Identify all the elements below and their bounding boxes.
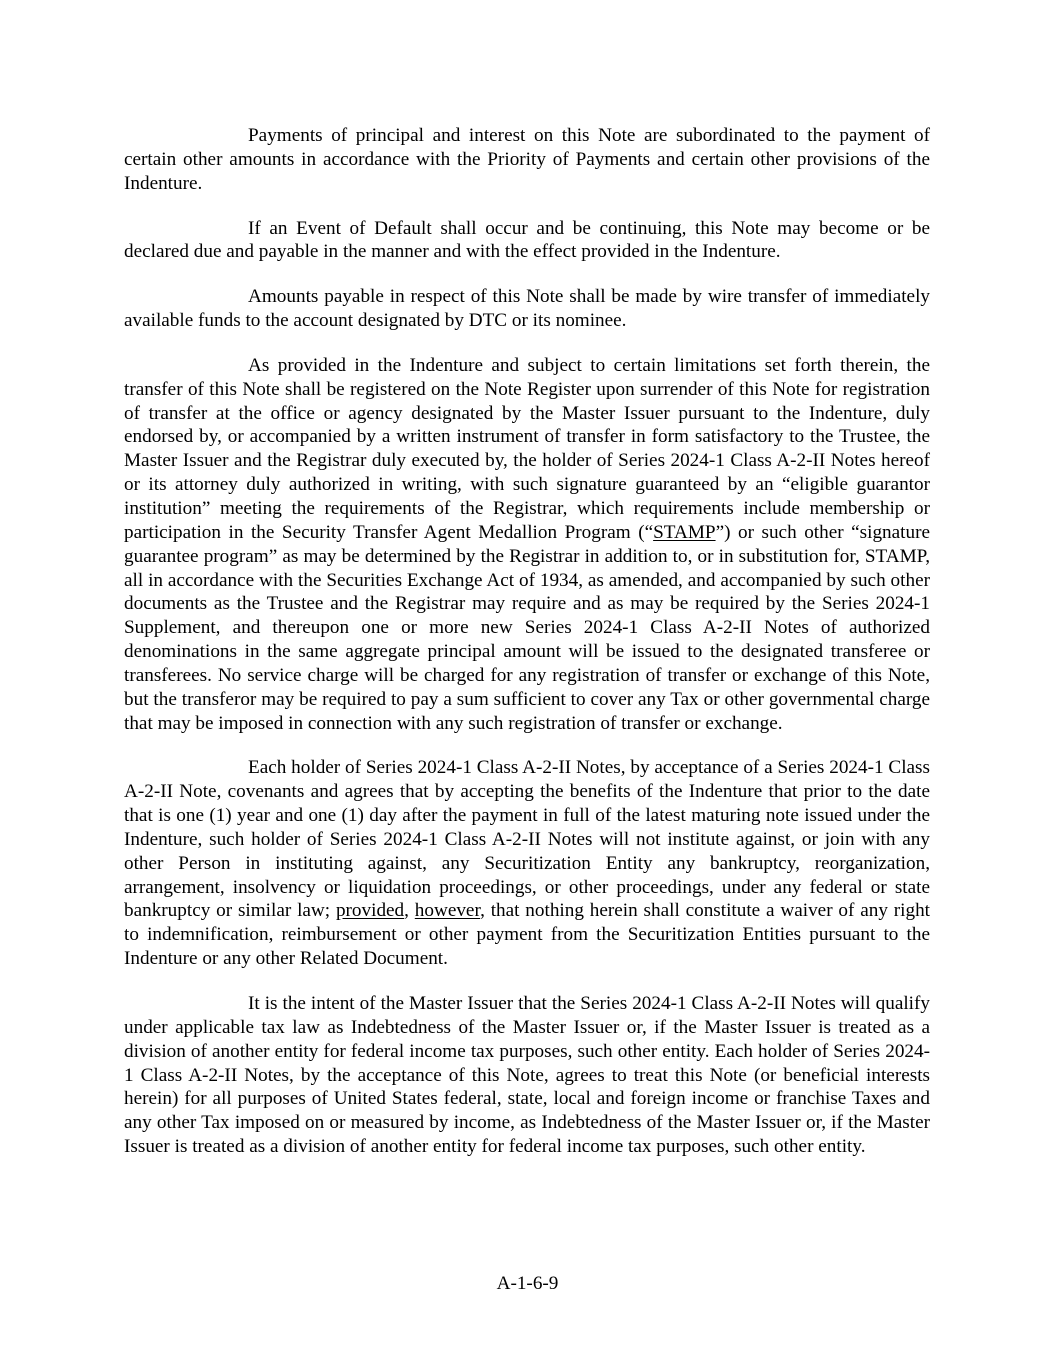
however-term: however <box>414 900 481 922</box>
paragraph-text: As provided in the Indenture and subject to certain limitations set forth therein, the transfer of this Note shall be registered on the Note Register upon surrender of this Note for registration of transfer at the office or agency designated by the Master Issuer pursuant to the Indenture, duly endorsed by, or accompanied by a written instrument of transfer in form satisfactory to the Trustee, the Master Issuer and the Registrar duly executed by, the holder of Series 2024-1 Class A-2-II Notes hereof or its attorney duly authorized in writing, with such signature guaranteed by an “eligible guarantor institution” meeting the requirements of the Registrar, which requirements include membership or participation in the Security Transfer Agent Medallion Program (“ <box>124 354 930 543</box>
document-body <box>124 124 930 1180</box>
paragraph-event-of-default <box>124 217 930 265</box>
paragraph-amounts-payable <box>124 285 930 333</box>
paragraph-text: , that nothing herein shall constitute a waiver of any right to indemnification, reimbursement or other payment from the Securitization Entities pursuant to the Indenture or any other Related Document. <box>124 900 930 970</box>
paragraph-transfer-registration <box>124 354 930 736</box>
paragraph-non-petition <box>124 756 930 971</box>
paragraph-text: Payments of principal and interest on this Note are subordinated to the payment of certain other amounts in accordance with the Priority of Payments and certain other provisions of the Indenture. <box>124 125 930 194</box>
paragraph-text: If an Event of Default shall occur and be continuing, this Note may become or be declared due and payable in the manner and with the effect provided in the Indenture. <box>124 217 930 263</box>
stamp-defined-term: STAMP <box>653 521 716 543</box>
page-number: A-1-6-9 <box>496 1273 559 1294</box>
paragraph-text: It is the intent of the Master Issuer that the Series 2024-1 Class A-2-II Notes will qualify under applicable tax law as Indebtedness of the Master Issuer or, if the Master Issuer is treated as a division of another entity for federal income tax purposes, such other entity. Each holder of Series 2024-1 Class A-2-II Notes, by the acceptance of this Note, agrees to treat this Note (or beneficial interests herein) for all purposes of United States federal, state, local and foreign income or franchise Taxes and any other Tax imposed on or measured by income, as Indebtedness of the Master Issuer or, if the Master Issuer is treated as a division of another entity for federal income tax purposes, such other entity. <box>124 993 930 1158</box>
provided-term: provided <box>335 900 405 922</box>
paragraph-text: , <box>404 900 415 922</box>
paragraph-text: ”) or such other “signature guarantee program” as may be determined by the Registrar in addition to, or in substitution for, STAMP, all in accordance with the Securities Exchange Act of 1934, as amended, and accompanied by such other documents as the Trustee and the Registrar may require and as may be required by the Series 2024-1 Supplement, and thereupon one or more new Series 2024-1 Class A-2-II Notes of authorized denominations in the same aggregate principal amount will be issued to the designated transferee or transferees. No service charge will be charged for any registration of transfer or exchange of this Note, but the transferor may be required to pay a sum sufficient to cover any Tax or other governmental charge that may be imposed in connection with any such registration of transfer or exchange. <box>124 521 930 734</box>
paragraph-tax-treatment <box>124 992 930 1159</box>
paragraph-text: Amounts payable in respect of this Note shall be made by wire transfer of immediately available funds to the account designated by DTC or its nominee. <box>124 286 930 332</box>
paragraph-text: Each holder of Series 2024-1 Class A-2-II Notes, by acceptance of a Series 2024-1 Class A-2-II Note, covenants and agrees that by accepting the benefits of the Indenture that prior to the date that is one (1) year and one (1) day after the payment in full of the latest maturing note issued under the Indenture, such holder of Series 2024-1 Class A-2-II Notes will not institute against, or join with any other Person in instituting against, any Securitization Entity any bankruptcy, reorganization, arrangement, insolvency or liquidation proceedings, or other proceedings, under any federal or state bankruptcy or similar law; <box>124 757 930 922</box>
paragraph-subordination <box>124 124 930 196</box>
